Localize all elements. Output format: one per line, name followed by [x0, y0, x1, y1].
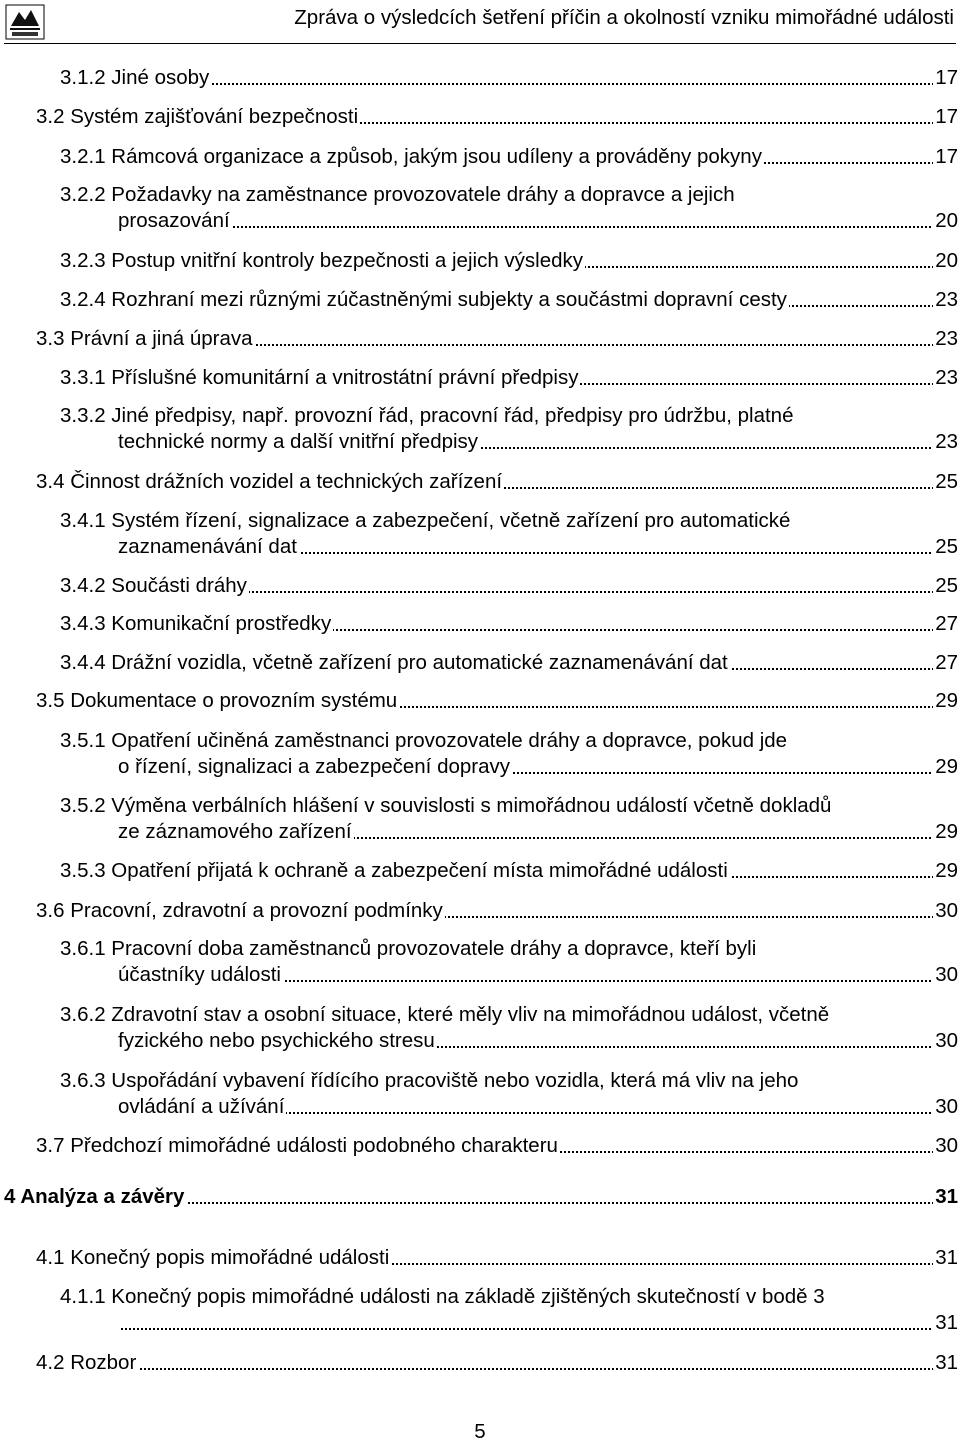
toc-entry-title: 3.4.2 Součásti dráhy: [60, 574, 247, 597]
toc-line: [36, 688, 958, 714]
toc-page-number: 25: [935, 470, 958, 493]
toc-entry[interactable]: [60, 793, 958, 845]
toc-line: [118, 1028, 958, 1054]
page-header: [0, 0, 960, 46]
toc-page-number: 27: [935, 651, 958, 674]
document-title: Zpráva o výsledcích šetření příčin a okolností vzniku mimořádné události: [294, 6, 954, 29]
toc-line: [60, 403, 958, 429]
toc-line: [60, 65, 958, 91]
toc-entry[interactable]: [60, 287, 958, 313]
toc-entry-title: 3.4.3 Komunikační prostředky: [60, 612, 332, 635]
toc-page-number: 30: [935, 1029, 958, 1052]
toc-page-number: 17: [935, 145, 958, 168]
toc-page-number: 20: [935, 209, 958, 232]
toc-entry-title: o řízení, signalizaci a zabezpečení dopravy: [118, 755, 511, 778]
toc-entry-title: 3.4.1 Systém řízení, signalizace a zabezpečení, včetně zařízení pro automatické: [60, 509, 791, 532]
toc-line: [118, 1094, 958, 1120]
toc-entry[interactable]: [60, 365, 958, 391]
toc-page-number: 25: [935, 574, 958, 597]
toc-line: [36, 104, 958, 130]
toc-line: [60, 1068, 958, 1094]
toc-line: [36, 1350, 958, 1376]
toc-page-number: 23: [935, 288, 958, 311]
logo-icon: [5, 4, 45, 40]
toc-entry[interactable]: [60, 182, 958, 234]
toc-line: [36, 898, 958, 924]
toc-line: [60, 650, 958, 676]
toc-entry[interactable]: [36, 898, 958, 924]
toc-entry[interactable]: [60, 1068, 958, 1120]
toc-page-number: 31: [935, 1185, 958, 1208]
toc-page-number: 20: [935, 249, 958, 272]
toc-page-number: 17: [935, 66, 958, 89]
toc-entry[interactable]: [60, 858, 958, 884]
toc-page-number: 17: [935, 105, 958, 128]
toc-entry-title: 3.2.1 Rámcová organizace a způsob, jakým jsou udíleny a prováděny pokyny: [60, 145, 762, 168]
toc-entry[interactable]: [60, 611, 958, 637]
toc-entry-title: 3.2 Systém zajišťování bezpečnosti: [36, 105, 359, 128]
toc-entry[interactable]: [60, 403, 958, 455]
toc-page-number: 29: [935, 689, 958, 712]
toc-line: [60, 1284, 958, 1310]
toc-line: [118, 819, 958, 845]
toc-entry-title: ovládání a užívání: [118, 1095, 285, 1118]
header-divider: [4, 43, 956, 44]
toc-line: [60, 728, 958, 754]
toc-entry-title: 3.6 Pracovní, zdravotní a provozní podmínky: [36, 899, 443, 922]
toc-page-number: 31: [935, 1246, 958, 1269]
toc-entry-title: fyzického nebo psychického stresu: [118, 1029, 435, 1052]
toc-page-number: 29: [935, 859, 958, 882]
toc-line: [60, 858, 958, 884]
toc-entry[interactable]: [36, 326, 958, 352]
page-number: 5: [474, 1420, 486, 1443]
toc-entry-title: 4.1 Konečný popis mimořádné události: [36, 1246, 390, 1269]
toc-line: [60, 248, 958, 274]
toc-entry-title: 3.3.2 Jiné předpisy, např. provozní řád, pracovní řád, předpisy pro údržbu, platné: [60, 404, 794, 427]
toc-line: [118, 208, 958, 234]
toc-line: [60, 1002, 958, 1028]
toc-line: [36, 1133, 958, 1159]
toc-entry[interactable]: [60, 65, 958, 91]
toc-entry-title: 3.5.1 Opatření učiněná zaměstnanci provozovatele dráhy a dopravce, pokud jde: [60, 729, 788, 752]
toc-entry-title: účastníky události: [118, 963, 281, 986]
toc-entry-title: 3.5.2 Výměna verbálních hlášení v souvislosti s mimořádnou událostí včetně dokladů: [60, 794, 832, 817]
toc-entry-title: 4.2 Rozbor: [36, 1351, 137, 1374]
toc-page-number: 30: [935, 963, 958, 986]
toc-entry[interactable]: [60, 508, 958, 560]
toc-entry-title: [118, 1311, 120, 1334]
toc-line: [118, 754, 958, 780]
toc-line: [60, 936, 958, 962]
toc-entry[interactable]: [36, 688, 958, 714]
toc-page-number: 30: [935, 899, 958, 922]
toc-line: [36, 1245, 958, 1271]
toc-page-number: 23: [935, 366, 958, 389]
toc-line: [36, 469, 958, 495]
toc-page-number: 23: [935, 430, 958, 453]
toc-entry-title: 4.1.1 Konečný popis mimořádné události na základě zjištěných skutečností v bodě 3: [60, 1285, 825, 1308]
toc-line: [36, 326, 958, 352]
toc-line: [60, 793, 958, 819]
toc-entry-title: 3.4 Činnost drážních vozidel a technických zařízení: [36, 470, 503, 493]
toc-line: [118, 429, 958, 455]
toc-page-number: 31: [935, 1351, 958, 1374]
toc-entry-title: 3.5 Dokumentace o provozním systému: [36, 689, 398, 712]
toc-entry-title: ze záznamového zařízení: [118, 820, 352, 843]
toc-line: [60, 611, 958, 637]
toc-entry-title: 3.2.4 Rozhraní mezi různými zúčastněnými subjekty a součástmi dopravní cesty: [60, 288, 787, 311]
toc-page-number: 29: [935, 755, 958, 778]
toc-entry[interactable]: [36, 1350, 958, 1376]
toc-entry-title: 4 Analýza a závěry: [4, 1185, 185, 1208]
toc-page-number: 31: [935, 1311, 958, 1334]
toc-page-number: 27: [935, 612, 958, 635]
toc-entry-title: 3.3 Právní a jiná úprava: [36, 327, 253, 350]
toc-entry-title: 3.2.3 Postup vnitřní kontroly bezpečnosti a jejich výsledky: [60, 249, 584, 272]
toc-entry[interactable]: [60, 1002, 958, 1054]
leader-dots: [36, 1368, 958, 1370]
toc-entry[interactable]: [60, 728, 958, 780]
toc-entry-title: 3.6.2 Zdravotní stav a osobní situace, které měly vliv na mimořádnou událost, včetně: [60, 1003, 830, 1026]
toc-entry-title: 3.1.2 Jiné osoby: [60, 66, 210, 89]
toc-entry[interactable]: [36, 469, 958, 495]
toc-line: [118, 534, 958, 560]
toc-entry-title: 3.6.1 Pracovní doba zaměstnanců provozovatele dráhy a dopravce, kteří byli: [60, 937, 757, 960]
toc-entry-title: 3.2.2 Požadavky na zaměstnance provozovatele dráhy a dopravce a jejich: [60, 183, 735, 206]
toc-line: [60, 144, 958, 170]
toc-entry[interactable]: [60, 248, 958, 274]
toc-line: [60, 508, 958, 534]
toc-entry-title: technické normy a další vnitřní předpisy: [118, 430, 479, 453]
toc-page-number: 25: [935, 535, 958, 558]
toc-line: [60, 365, 958, 391]
toc-line: [4, 1184, 958, 1210]
toc-entry-title: 3.5.3 Opatření přijatá k ochraně a zabezpečení místa mimořádné události: [60, 859, 728, 882]
toc-entry-title: prosazování: [118, 209, 230, 232]
toc-page-number: 23: [935, 327, 958, 350]
toc-entry[interactable]: [60, 650, 958, 676]
leader-dots: [118, 226, 958, 228]
toc-entry[interactable]: [60, 1284, 958, 1336]
toc-entry[interactable]: [36, 1245, 958, 1271]
toc-page-number: 29: [935, 820, 958, 843]
toc-entry-title: zaznamenávání dat: [118, 535, 297, 558]
toc-entry[interactable]: [60, 936, 958, 988]
toc-line: [60, 182, 958, 208]
toc-line: [118, 962, 958, 988]
toc-entry-title: 3.7 Předchozí mimořádné události podobného charakteru: [36, 1134, 558, 1157]
toc-entry[interactable]: [36, 104, 958, 130]
toc-entry[interactable]: [60, 573, 958, 599]
toc-line: [60, 573, 958, 599]
toc-entry-title: 3.4.4 Drážní vozidla, včetně zařízení pro automatické zaznamenávání dat: [60, 651, 728, 674]
leader-dots: [118, 1328, 958, 1330]
toc-page-number: 30: [935, 1095, 958, 1118]
toc-entry[interactable]: [36, 1133, 958, 1159]
toc-entry-title: 3.3.1 Příslušné komunitární a vnitrostátní právní předpisy: [60, 366, 579, 389]
toc-entry-title: 3.6.3 Uspořádání vybavení řídícího pracoviště nebo vozidla, která má vliv na jeho: [60, 1069, 799, 1092]
toc-entry[interactable]: [4, 1184, 958, 1210]
toc-page-number: 30: [935, 1134, 958, 1157]
toc-entry[interactable]: [60, 144, 958, 170]
toc-line: [118, 1310, 958, 1336]
toc-line: [60, 287, 958, 313]
